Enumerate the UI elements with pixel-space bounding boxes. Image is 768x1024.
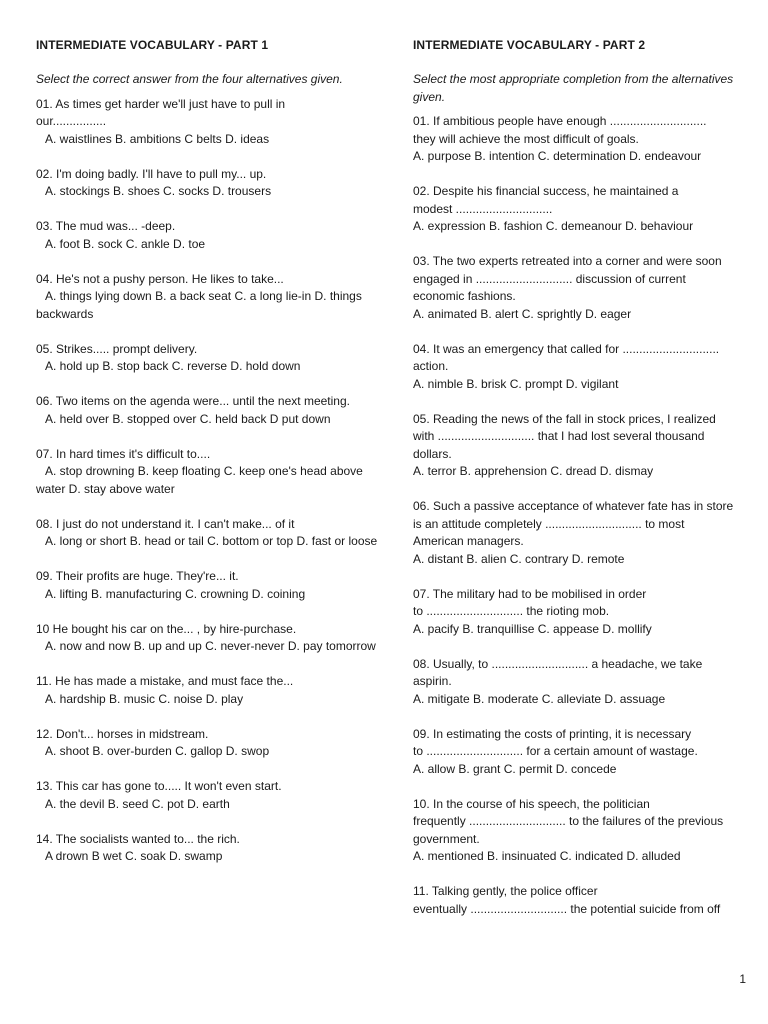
question-item xyxy=(36,393,381,428)
question-text: 06. Two items on the agenda were... until the next meeting. xyxy=(36,394,350,408)
question-text: 02. Despite his financial success, he maintained a modest ............................. xyxy=(413,184,679,216)
answer-options: A. hold up B. stop back C. reverse D. hold down xyxy=(45,359,301,373)
question-text: 14. The socialists wanted to... the rich. xyxy=(36,831,240,846)
answer-options: A. hardship B. music C. noise D. play xyxy=(45,691,244,706)
question-item xyxy=(36,96,381,149)
question-text: 04. He's not a pushy person. He likes to take... xyxy=(36,271,284,286)
part2-title: INTERMEDIATE VOCABULARY - PART 2 xyxy=(413,38,646,52)
question-item xyxy=(36,166,381,201)
question-item xyxy=(36,831,381,866)
answer-options: A. waistlines B. ambitions C belts D. ideas xyxy=(45,131,270,146)
question-text: 09. In estimating the costs of printing, it is necessary to ............................. for a certain amount of wastage. xyxy=(413,726,698,758)
question-item xyxy=(413,656,753,709)
page-number: 1 xyxy=(739,972,746,986)
question-text: 05. Reading the news of the fall in stock prices, I realized with ............................. that I had lost several thousand dollars. xyxy=(413,411,716,461)
question-item xyxy=(413,253,753,323)
answer-options: A. distant B. alien C. contrary D. remote xyxy=(413,551,625,566)
question-item xyxy=(36,778,381,813)
question-text: 09. Their profits are huge. They're... it. xyxy=(36,569,239,583)
question-item xyxy=(413,341,753,394)
question-text: 10. In the course of his speech, the politician frequently ............................. to the failures of the previous government. xyxy=(413,796,724,846)
answer-options: A. now and now B. up and up C. never-never D. pay tomorrow xyxy=(45,639,376,653)
question-text: 07. The military had to be mobilised in order to ............................. the rioting mob. xyxy=(413,586,647,618)
question-item xyxy=(413,183,753,236)
part1-title: INTERMEDIATE VOCABULARY - PART 1 xyxy=(36,38,269,52)
question-item xyxy=(36,446,381,499)
question-text: 02. I'm doing badly. I'll have to pull my... up. xyxy=(36,166,267,181)
question-item xyxy=(413,498,753,568)
question-item xyxy=(36,271,381,324)
question-item xyxy=(36,516,381,551)
answer-options: A. the devil B. seed C. pot D. earth xyxy=(45,796,230,811)
question-item xyxy=(36,218,381,253)
question-item xyxy=(36,568,381,603)
answer-options: A. things lying down B. a back seat C. a long lie-in D. things backwards xyxy=(36,289,362,321)
answer-options: A. terror B. apprehension C. dread D. dismay xyxy=(413,464,654,478)
question-item xyxy=(413,586,753,639)
question-item xyxy=(36,341,381,376)
answer-options: A drown B wet C. soak D. swamp xyxy=(45,849,223,863)
part2-instruction: Select the most appropriate completion from the alternatives given. xyxy=(413,72,734,104)
question-item xyxy=(36,726,381,761)
question-item xyxy=(413,726,753,779)
answer-options: A. expression B. fashion C. demeanour D. behaviour xyxy=(413,219,694,233)
answer-options: A. lifting B. manufacturing C. crowning D. coining xyxy=(45,586,306,601)
question-item xyxy=(36,621,381,656)
question-text: 04. It was an emergency that called for ............................. action. xyxy=(413,341,720,373)
answer-options: A. stop drowning B. keep floating C. keep one's head above water D. stay above water xyxy=(36,464,363,496)
answer-options: A. held over B. stopped over C. held back D put down xyxy=(45,411,331,426)
answer-options: A. mitigate B. moderate C. alleviate D. assuage xyxy=(413,691,666,706)
answer-options: A. nimble B. brisk C. prompt D. vigilant xyxy=(413,376,619,391)
answer-options: A. mentioned B. insinuated C. indicated D. alluded xyxy=(413,849,681,863)
answer-options: A. allow B. grant C. permit D. concede xyxy=(413,761,617,776)
question-text: 05. Strikes..... prompt delivery. xyxy=(36,341,198,356)
question-text: 10 He bought his car on the... , by hire-purchase. xyxy=(36,621,297,636)
question-text: 03. The two experts retreated into a corner and were soon engaged in ............................. discussion of current economic fashions. xyxy=(413,254,722,303)
part1-column xyxy=(36,38,381,883)
question-text: 08. Usually, to ............................. a headache, we take aspirin. xyxy=(413,656,703,688)
question-text: 07. In hard times it's difficult to.... xyxy=(36,446,211,461)
question-text: 06. Such a passive acceptance of whatever fate has in store is an attitude completely ............................. to most American managers. xyxy=(413,499,734,548)
question-item xyxy=(36,673,381,708)
question-text: 12. Don't... horses in midstream. xyxy=(36,726,209,741)
answer-options: A. shoot B. over-burden C. gallop D. swop xyxy=(45,744,270,758)
question-item xyxy=(413,411,753,481)
answer-options: A. animated B. alert C. sprightly D. eager xyxy=(413,306,632,321)
question-item xyxy=(413,113,753,166)
answer-options: A. purpose B. intention C. determination D. endeavour xyxy=(413,149,702,163)
question-item xyxy=(413,796,753,866)
part1-instruction: Select the correct answer from the four alternatives given. xyxy=(36,72,343,86)
question-text: 03. The mud was... -deep. xyxy=(36,219,176,233)
answer-options: A. stockings B. shoes C. socks D. trousers xyxy=(45,184,272,198)
question-text: 01. As times get harder we'll just have to pull in our................ xyxy=(36,96,286,128)
question-text: 11. He has made a mistake, and must face the... xyxy=(36,674,294,688)
part2-column xyxy=(413,38,753,936)
part2-question-list xyxy=(413,113,753,918)
answer-options: A. pacify B. tranquillise C. appease D. mollify xyxy=(413,621,652,636)
answer-options: A. long or short B. head or tail C. bottom or top D. fast or loose xyxy=(45,534,378,548)
answer-options: A. foot B. sock C. ankle D. toe xyxy=(45,236,206,251)
question-text: 11. Talking gently, the police officer eventually ............................. the potential suicide from off xyxy=(413,884,721,916)
question-text: 13. This car has gone to..... It won't even start. xyxy=(36,779,282,793)
question-text: 01. If ambitious people have enough ............................. they will achieve the most difficult of goals. xyxy=(413,114,707,146)
question-item xyxy=(413,883,753,918)
question-text: 08. I just do not understand it. I can't make... of it xyxy=(36,516,295,531)
part1-question-list xyxy=(36,96,381,866)
